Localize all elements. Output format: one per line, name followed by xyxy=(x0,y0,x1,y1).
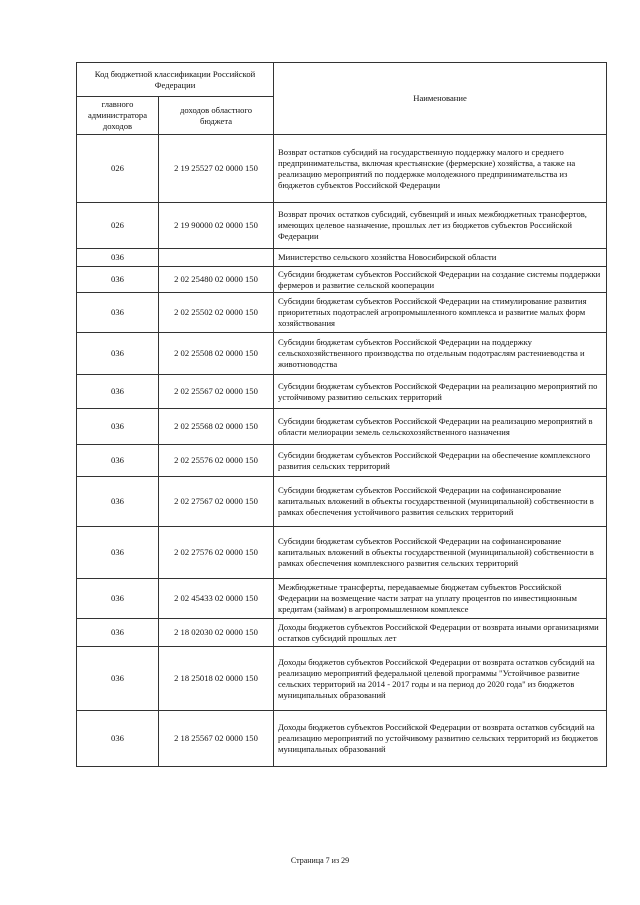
header-name: Наименование xyxy=(274,63,607,135)
table-row xyxy=(77,579,607,619)
table-body xyxy=(77,135,607,767)
table-row xyxy=(77,619,607,647)
table-row xyxy=(77,267,607,293)
table-row xyxy=(77,409,607,445)
admin-code-cell: 036 xyxy=(77,711,159,767)
page-number: Страница 7 из 29 xyxy=(290,856,350,865)
name-cell: Субсидии бюджетам субъектов Российской Федерации на реализацию мероприятий по устойчивому развитию сельских территорий xyxy=(274,375,607,409)
admin-code-cell: 026 xyxy=(77,203,159,249)
table-row xyxy=(77,249,607,267)
admin-code-cell: 036 xyxy=(77,333,159,375)
income-code-cell: 2 18 25567 02 0000 150 xyxy=(159,711,274,767)
income-code-cell: 2 18 25018 02 0000 150 xyxy=(159,647,274,711)
admin-code-cell: 036 xyxy=(77,409,159,445)
table-row xyxy=(77,711,607,767)
admin-code-cell: 036 xyxy=(77,445,159,477)
admin-code-cell: 036 xyxy=(77,375,159,409)
admin-code-cell: 036 xyxy=(77,477,159,527)
income-code-cell: 2 02 25502 02 0000 150 xyxy=(159,293,274,333)
income-code-cell xyxy=(159,249,274,267)
name-cell: Субсидии бюджетам субъектов Российской Федерации на обеспечение комплексного развития сельских территорий xyxy=(274,445,607,477)
header-main-administrator: главного администратора доходов xyxy=(77,97,159,135)
admin-code-cell: 036 xyxy=(77,527,159,579)
income-code-cell: 2 02 27567 02 0000 150 xyxy=(159,477,274,527)
table-row xyxy=(77,527,607,579)
budget-classification-table xyxy=(76,62,607,767)
income-code-cell: 2 02 25568 02 0000 150 xyxy=(159,409,274,445)
name-cell: Доходы бюджетов субъектов Российской Федерации от возврата остатков субсидий на реализацию мероприятий по устойчивому развитию сельских территорий из бюджетов муниципальных образований xyxy=(274,711,607,767)
name-cell: Возврат остатков субсидий на государственную поддержку малого и среднего предпринимательства, включая крестьянские (фермерские) хозяйства, а также на реализацию мероприятий по поддержке молодежного предпринимательства из бюджетов субъектов Российской Федерации xyxy=(274,135,607,203)
income-code-cell: 2 18 02030 02 0000 150 xyxy=(159,619,274,647)
name-cell: Министерство сельского хозяйства Новосибирской области xyxy=(274,249,607,267)
name-cell: Субсидии бюджетам субъектов Российской Федерации на создание системы поддержки фермеров и развитие сельской кооперации xyxy=(274,267,607,293)
name-cell: Субсидии бюджетам субъектов Российской Федерации на реализацию мероприятий в области мелиорации земель сельскохозяйственного назначения xyxy=(274,409,607,445)
table-row xyxy=(77,293,607,333)
admin-code-cell: 026 xyxy=(77,135,159,203)
name-cell: Субсидии бюджетам субъектов Российской Федерации на стимулирование развития приоритетных подотраслей агропромышленного комплекса и развитие малых форм хозяйствования xyxy=(274,293,607,333)
income-code-cell: 2 19 90000 02 0000 150 xyxy=(159,203,274,249)
name-cell: Доходы бюджетов субъектов Российской Федерации от возврата остатков субсидий на реализацию мероприятий федеральной целевой программы "Устойчивое развитие сельских территорий на 2014 - 2017 годы и на период до 2020 года" из бюджетов муниципальных образований xyxy=(274,647,607,711)
header-budget-code-group: Код бюджетной классификации Российской Федерации xyxy=(77,63,274,97)
table-header xyxy=(77,63,607,135)
income-code-cell: 2 02 25576 02 0000 150 xyxy=(159,445,274,477)
table-row xyxy=(77,445,607,477)
name-cell: Субсидии бюджетам субъектов Российской Федерации на поддержку сельскохозяйственного производства по отдельным подотраслям растениеводства и животноводства xyxy=(274,333,607,375)
income-code-cell: 2 02 25567 02 0000 150 xyxy=(159,375,274,409)
admin-code-cell: 036 xyxy=(77,249,159,267)
income-code-cell: 2 02 27576 02 0000 150 xyxy=(159,527,274,579)
table-row xyxy=(77,375,607,409)
name-cell: Возврат прочих остатков субсидий, субвенций и иных межбюджетных трансфертов, имеющих целевое назначение, прошлых лет из бюджетов субъектов Российской Федерации xyxy=(274,203,607,249)
table-row xyxy=(77,477,607,527)
income-code-cell: 2 02 25480 02 0000 150 xyxy=(159,267,274,293)
table-row xyxy=(77,647,607,711)
admin-code-cell: 036 xyxy=(77,647,159,711)
admin-code-cell: 036 xyxy=(77,619,159,647)
name-cell: Межбюджетные трансферты, передаваемые бюджетам субъектов Российской Федерации на возмещение части затрат на уплату процентов по инвестиционным кредитам (займам) в агропромышленном комплексе xyxy=(274,579,607,619)
admin-code-cell: 036 xyxy=(77,293,159,333)
header-regional-income: доходов областного бюджета xyxy=(159,97,274,135)
income-code-cell: 2 02 45433 02 0000 150 xyxy=(159,579,274,619)
name-cell: Субсидии бюджетам субъектов Российской Федерации на софинансирование капитальных вложений в объекты государственной (муниципальной) собственности в рамках обеспечения комплексного развития сельских территорий xyxy=(274,527,607,579)
income-code-cell: 2 02 25508 02 0000 150 xyxy=(159,333,274,375)
table-row xyxy=(77,333,607,375)
table-row xyxy=(77,135,607,203)
income-code-cell: 2 19 25527 02 0000 150 xyxy=(159,135,274,203)
admin-code-cell: 036 xyxy=(77,267,159,293)
admin-code-cell: 036 xyxy=(77,579,159,619)
name-cell: Субсидии бюджетам субъектов Российской Федерации на софинансирование капитальных вложений в объекты государственной (муниципальной) собственности в рамках обеспечения устойчивого развития сельских территорий xyxy=(274,477,607,527)
table-row xyxy=(77,203,607,249)
name-cell: Доходы бюджетов субъектов Российской Федерации от возврата иными организациями остатков субсидий прошлых лет xyxy=(274,619,607,647)
